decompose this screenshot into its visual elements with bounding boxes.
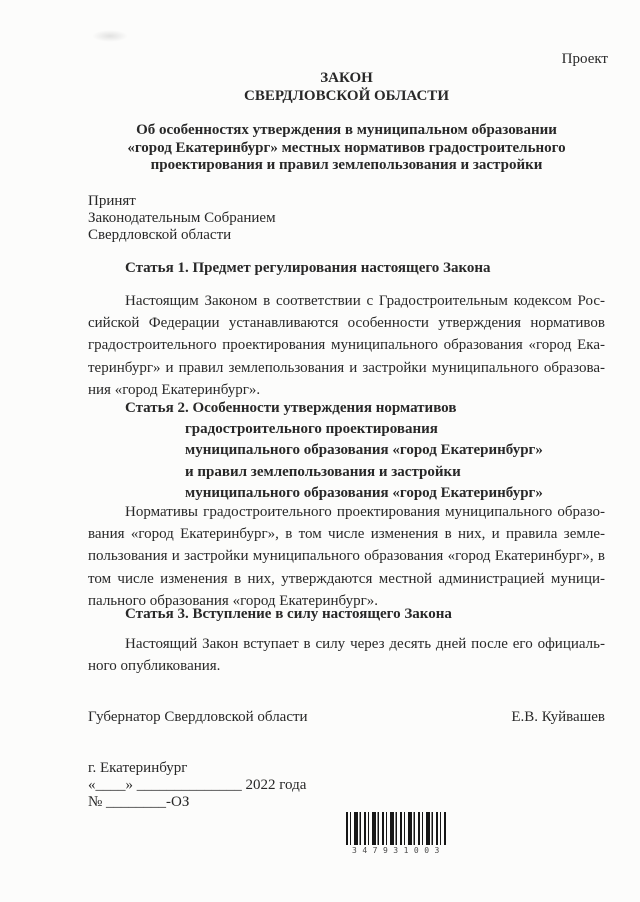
scan-artifact [92,30,128,42]
law-heading [88,70,605,105]
text-line: градостроительного проектирования муниципального образования «город Ека- [88,337,605,354]
text-line: пального образования «город Екатеринбург». [88,592,379,609]
text-line: Свердловской области [88,227,232,244]
text-line: Об особенностях утверждения в муниципальном образовании [136,122,557,138]
signature-row [88,709,605,726]
text-line: ного опубликования. [88,658,221,675]
text-line: Законодательным Собранием [88,210,276,227]
signing-date-blank-line: «____» ______________ 2022 года [88,777,307,793]
governor-title: Губернатор Свердловской области [88,709,308,725]
barcode-bars [346,812,446,845]
text-line: «город Екатеринбург» местных нормативов градостроительного [127,139,566,156]
text-line: Настоящим Законом в соответствии с Градостроительным кодексом Рос- [125,293,605,309]
text-line: пользования и застройки муниципального образования «город Екатеринбург», в [88,548,605,565]
article-1-body [88,290,605,401]
text-line: и правил землепользования и застройки [185,463,461,480]
text-line: вания «город Екатеринбург», в том числе изменения в них, и правила земле- [88,526,605,543]
article-3-heading: Статья 3. Вступление в силу настоящего Закона [125,606,452,622]
adopted-by-block [88,193,276,245]
text-line: Статья 2. Особенности утверждения нормативов [125,400,457,416]
article-3-body [88,633,605,677]
text-line: муниципального образования «город Екатеринбург» [185,442,543,459]
article-1-heading: Статья 1. Предмет регулирования настоящего Закона [125,260,491,276]
text-line: теринбург» и правил землепользования и застройки муниципального образова- [88,359,605,376]
text-line: ЗАКОН [320,70,373,86]
barcode [346,812,446,855]
text-line: Нормативы градостроительного проектирования муниципального образо- [125,504,605,520]
document-number-blank-line: № ________-ОЗ [88,794,190,810]
document-title [88,122,605,175]
text-line: ния «город Екатеринбург». [88,381,261,398]
text-line: Настоящий Закон вступает в силу через десять дней после его официаль- [125,636,605,652]
signing-place: г. Екатеринбург [88,760,188,776]
text-line: проектирования и правил землепользования и застройки [150,157,543,173]
barcode-digits: 347931003 [352,846,445,855]
text-line: муниципального образования «город Екатеринбург» [185,484,543,501]
draft-stamp: Проект [561,51,608,67]
text-line: градостроительного проектирования [185,421,438,438]
text-line: сийской Федерации устанавливаются особенности утверждения нормативов [88,315,605,332]
governor-name: Е.В. Куйвашев [511,709,605,725]
article-2-body [88,501,605,612]
text-line: СВЕРДЛОВСКОЙ ОБЛАСТИ [244,87,449,104]
text-line: Принят [88,193,136,209]
article-2-heading [125,398,605,504]
text-line: том числе изменения в них, утверждаются местной администрацией муници- [88,570,605,587]
